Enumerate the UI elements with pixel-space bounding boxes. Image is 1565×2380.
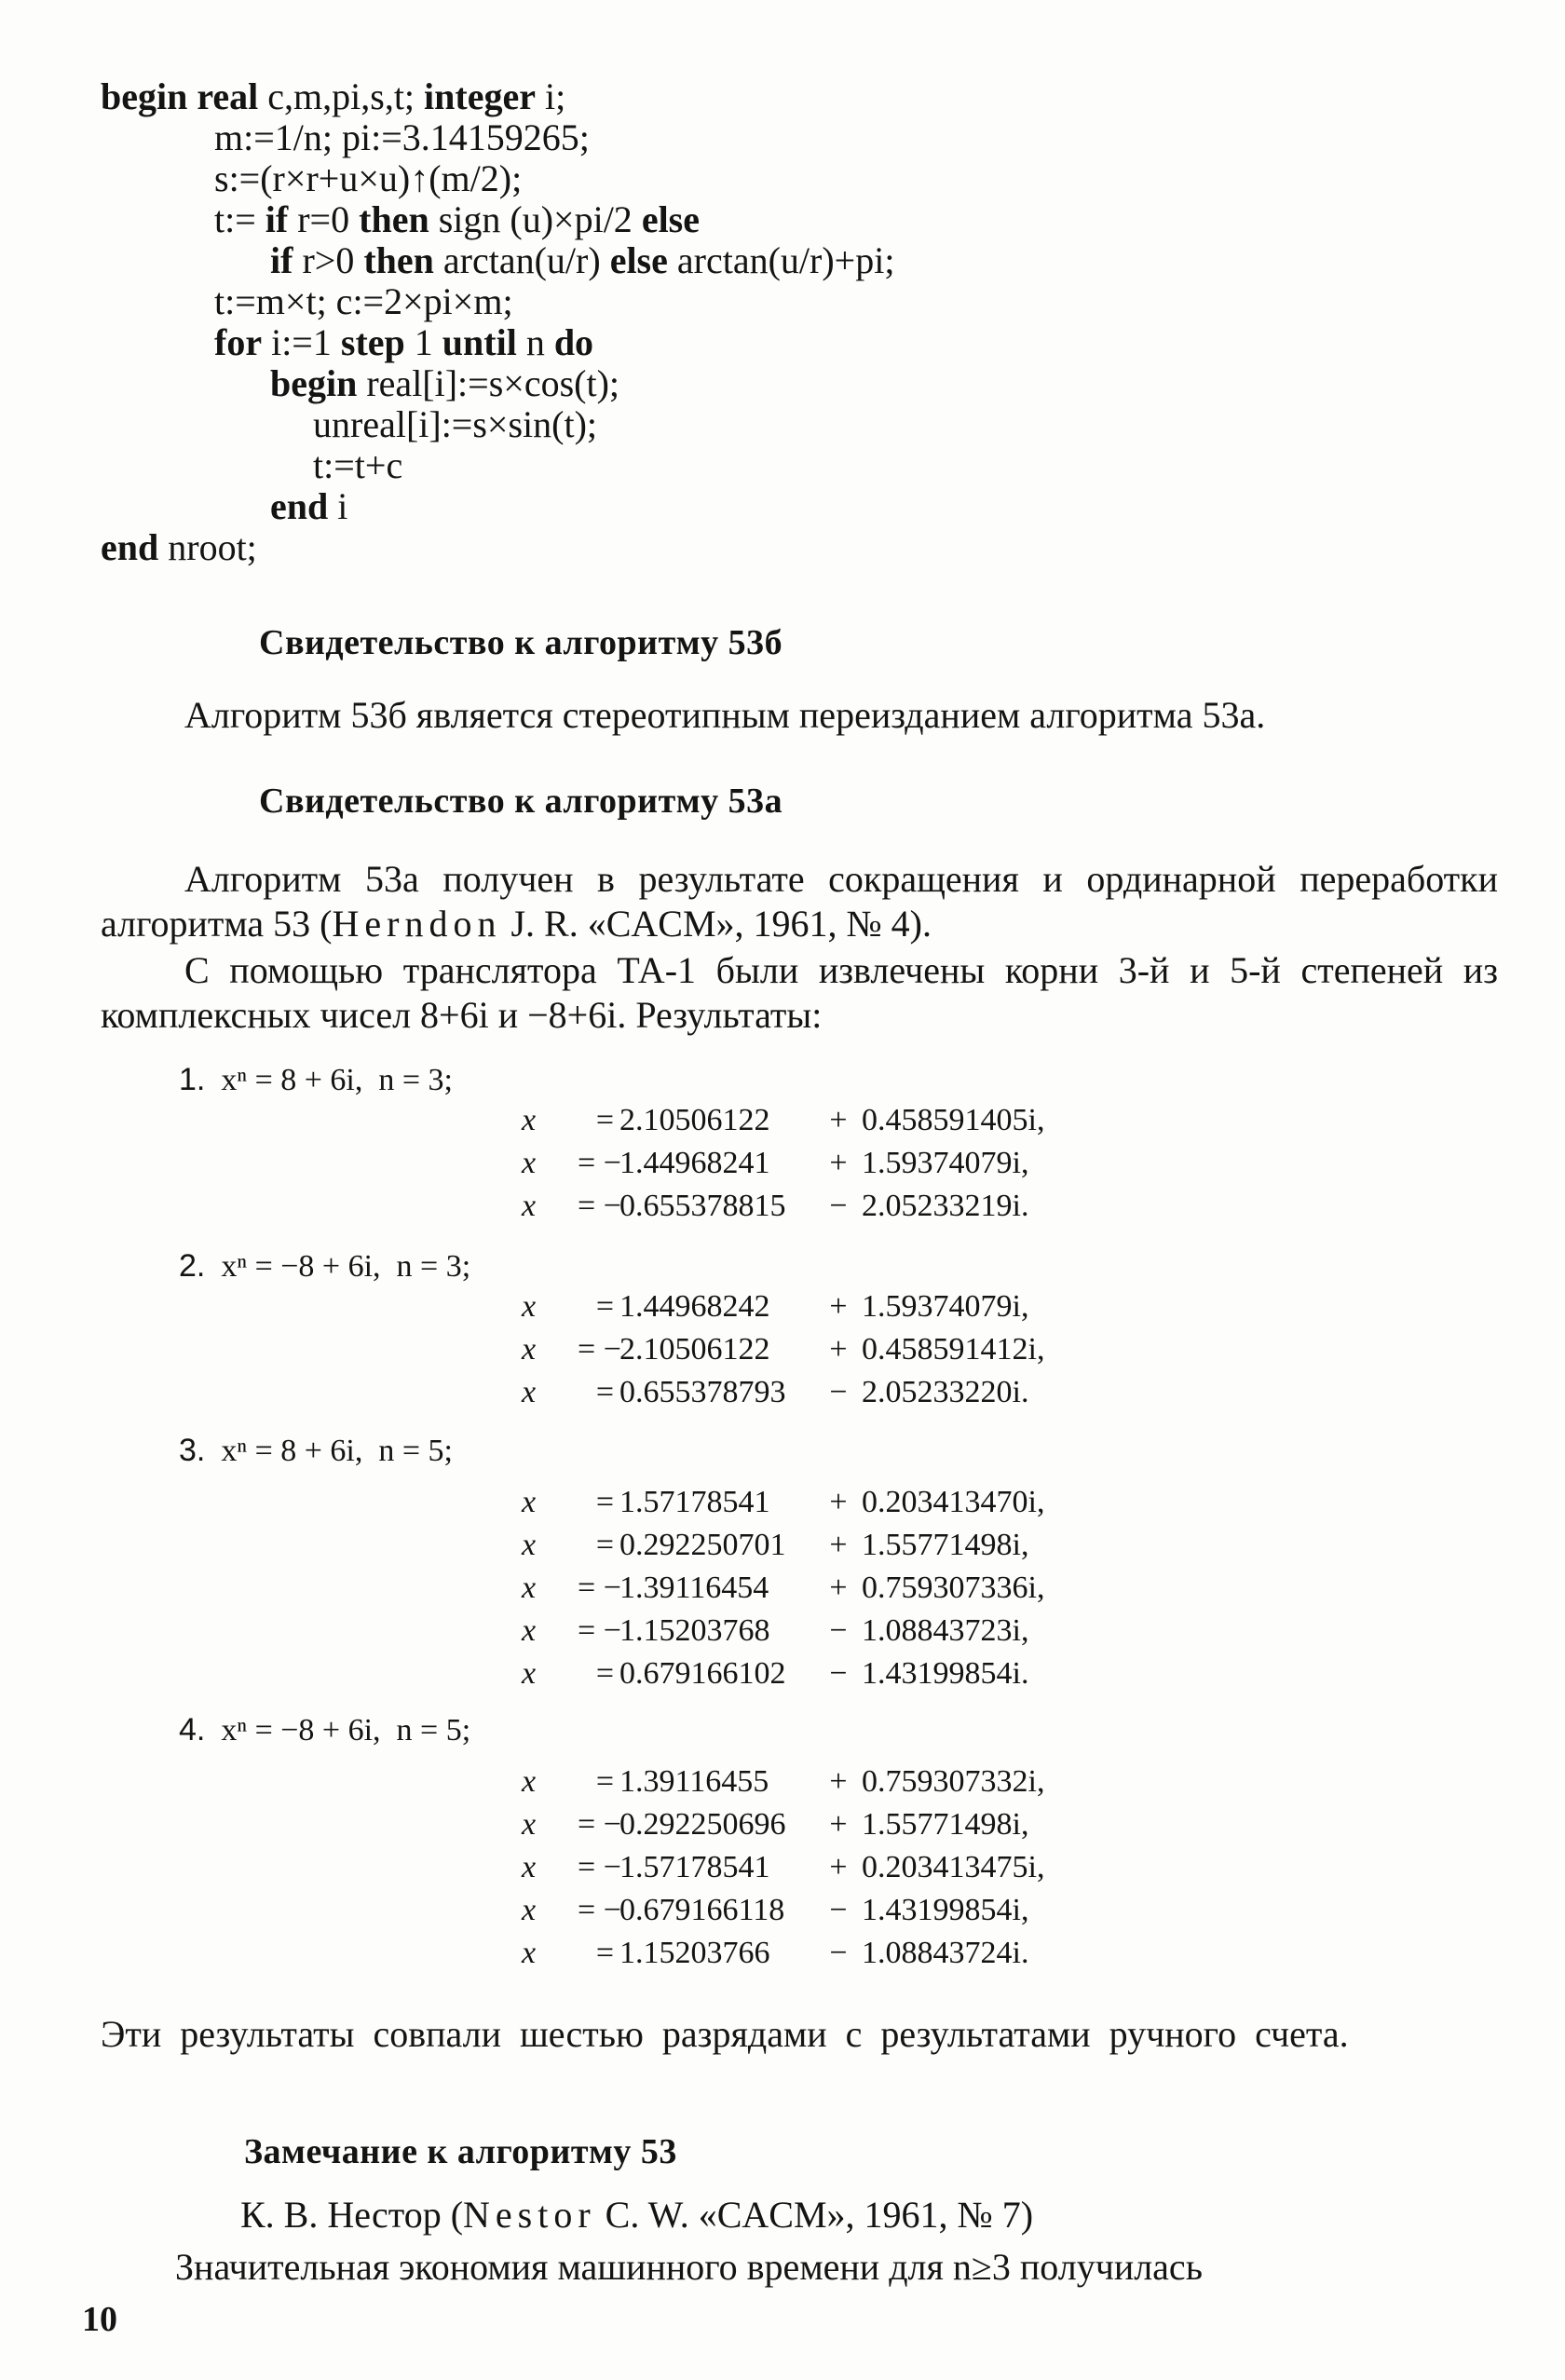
author-line: К. В. Нестор (Nestor C. W. «CACM», 1961, № 7) xyxy=(240,2194,1034,2236)
page-number: 10 xyxy=(82,2300,117,2339)
code-line: t:=t+c xyxy=(313,444,403,486)
root-row: x = − 0.655378815 − 2.05233219i. xyxy=(522,1189,1029,1223)
author-name: Herndon xyxy=(332,903,502,945)
paragraph: Алгоритм 53а получен в результате сокращения и ординарной переработки алгоритма 53 (Herndon J. R. «CACM», 1961, № 4). xyxy=(101,858,1498,945)
root-row: x = 2.10506122 + 0.458591405i, xyxy=(522,1103,1045,1137)
root-row: x = 0.655378793 − 2.05233220i. xyxy=(522,1375,1029,1409)
code-line: s:=(r×r+u×u)↑(m/2); xyxy=(214,157,523,199)
code-line: end i xyxy=(270,485,348,527)
code-line: m:=1/n; pi:=3.14159265; xyxy=(214,116,590,158)
root-row: x = − 0.679166118 − 1.43199854i, xyxy=(522,1893,1029,1927)
root-row: x = − 1.15203768 − 1.08843723i, xyxy=(522,1613,1029,1648)
root-row: x = 1.15203766 − 1.08843724i. xyxy=(522,1936,1029,1970)
code-line: end nroot; xyxy=(101,526,257,568)
root-list xyxy=(522,1099,1085,1228)
root-row: x = 1.57178541 + 0.203413470i, xyxy=(522,1485,1045,1519)
section-heading: Свидетельство к алгоритму 53а xyxy=(259,782,783,821)
code-line: if r>0 then arctan(u/r) else arctan(u/r)+pi; xyxy=(270,239,895,281)
code-line: t:= if r=0 then sign (u)×pi/2 else xyxy=(214,198,700,240)
section-heading: Замечание к алгоритму 53 xyxy=(244,2132,677,2171)
section-heading: Свидетельство к алгоритму 53б xyxy=(259,623,783,662)
result-equation: 3. xⁿ = 8 + 6i, n = 5; xyxy=(179,1433,453,1468)
root-row: x = − 1.57178541 + 0.203413475i, xyxy=(522,1850,1045,1884)
root-list xyxy=(522,1285,1085,1414)
result-equation: 2. xⁿ = −8 + 6i, n = 3; xyxy=(179,1248,471,1284)
paragraph: Эти результаты совпали шестью разрядами с результатами ручного счета. xyxy=(101,2013,1349,2055)
code-line: begin real[i]:=s×cos(t); xyxy=(270,362,620,404)
root-row: x = − 1.44968241 + 1.59374079i, xyxy=(522,1146,1029,1180)
result-equation: 1. xⁿ = 8 + 6i, n = 3; xyxy=(179,1062,453,1097)
code-line: unreal[i]:=s×sin(t); xyxy=(313,403,598,445)
root-row: x = − 1.39116454 + 0.759307336i, xyxy=(522,1571,1045,1605)
code-line: begin real c,m,pi,s,t; integer i; xyxy=(101,75,566,117)
result-equation: 4. xⁿ = −8 + 6i, n = 5; xyxy=(179,1712,471,1748)
root-row: x = 0.292250701 + 1.55771498i, xyxy=(522,1528,1029,1562)
root-row: x = − 2.10506122 + 0.458591412i, xyxy=(522,1332,1045,1367)
author-name: Nestor xyxy=(463,2194,596,2236)
paragraph: С помощью транслятора ТА-1 были извлечены корни 3-й и 5-й степеней из комплексных чисел 8+6i и −8+6i. Результаты: xyxy=(101,949,1498,1036)
root-list xyxy=(522,1761,1085,1975)
paragraph: Алгоритм 53б является стереотипным переизданием алгоритма 53а. xyxy=(184,694,1266,736)
root-row: x = − 0.292250696 + 1.55771498i, xyxy=(522,1807,1029,1842)
root-row: x = 1.44968242 + 1.59374079i, xyxy=(522,1289,1029,1324)
root-row: x = 1.39116455 + 0.759307332i, xyxy=(522,1764,1045,1799)
root-list xyxy=(522,1481,1085,1695)
code-line: for i:=1 step 1 until n do xyxy=(214,321,594,363)
root-row: x = 0.679166102 − 1.43199854i. xyxy=(522,1656,1029,1691)
paragraph: Значительная экономия машинного времени для n≥3 получилась xyxy=(175,2246,1203,2288)
code-line: t:=m×t; c:=2×pi×m; xyxy=(214,280,513,322)
